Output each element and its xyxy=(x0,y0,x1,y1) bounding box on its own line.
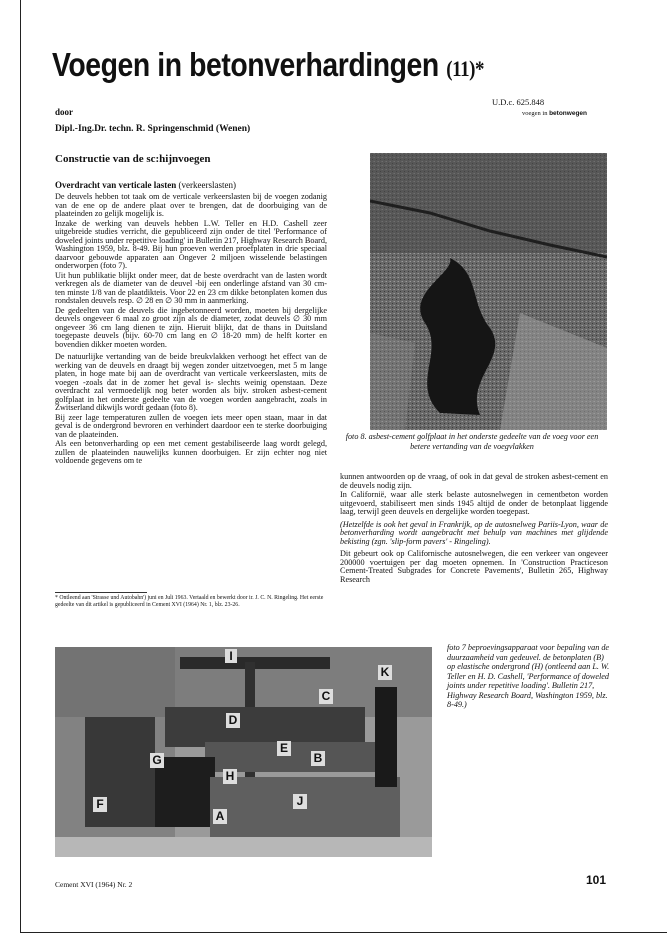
paragraph: (Hetzelfde is ook het geval in Frankrijk, op de autosnelweg Pariis-Lyon, waar de betonverharding wordt aangebracht met behulp van machines met glijdende bekisting (zgn. 'slip-form pavers' - Ringeling). xyxy=(340,519,608,546)
footnote-rule xyxy=(55,592,147,593)
label-D: D xyxy=(226,713,240,728)
page-number: 101 xyxy=(586,873,607,887)
udc-code: U.D.c. 625.848 xyxy=(492,97,545,107)
paragraph: De natuurlijke vertanding van de beide breukvlakken verhoogt het effect van de werking van de deuvels en draagt bij wegen zonder uitzetvoegen, met 5 m lange platen, in hoge mate bij aan de overdracht van verticale verkeerslasten, mits de voegen -zoals dat in de zomer het geval is- slechts weinig openstaan. Deze overdracht zal vermoedelijk nog beter worden als bijv. stroken asbest-cement golfplaat in het onderste gedeelte van de voegen worden aangebracht, zoals in Zwitserland dikwijls wordt gedaan (foto 8). xyxy=(55,352,327,412)
udc-keywords-prefix: voegen in xyxy=(522,110,548,117)
bottom-rule xyxy=(20,932,667,933)
title-number: (11)* xyxy=(446,56,485,81)
subsection-suffix: (verkeerslasten) xyxy=(178,180,236,190)
label-A: A xyxy=(213,809,227,824)
margin-rule xyxy=(20,0,21,932)
paragraph: kunnen antwoorden op de vraag, of ook in dat geval de stroken asbest-cement en de deuvels nodig zijn. xyxy=(340,472,608,490)
paragraph: Als een betonverharding op een met cement gestabiliseerde laag wordt gelegd, zullen de plaateinden nauwelijks kunnen doorbuigen. Er zijn echter nog niet voldoende gegevens om te xyxy=(55,439,327,465)
label-H: H xyxy=(223,769,237,784)
title-main: Voegen in betonverhardingen xyxy=(52,46,439,83)
footnote: * Ontleend aan 'Strasse und Autobahn') juni en Juli 1963. Vertaald en bewerkt door ir. J. C. N. Ringeling. Het eerste gedeelte van dit artikel is gepubliceerd in Cement XVI (1964) Nr. 1, blz. 23-26. xyxy=(55,595,324,608)
udc-keywords-bold: betonwegen xyxy=(549,110,587,117)
byline-door: door xyxy=(55,107,73,117)
photo-7-test-apparatus xyxy=(55,647,432,857)
paragraph: Bij zeer lage temperaturen zullen de voegen iets meer open staan, maar in dat geval is de ondergrond bevroren en verhindert daardoor een te sterke doorbuiging van de plaateinden. xyxy=(55,412,327,439)
section-title: Constructie van de sc:hijnvoegen xyxy=(55,153,211,165)
photo-8-image xyxy=(370,153,607,430)
subsection-heading: Overdracht van verticale lasten xyxy=(55,180,177,190)
paragraph: Inzake de werking van deuvels hebben L.W. Teller en H.D. Cashell zeer uitgebreide studies verricht, die gepubliceerd zijn onder de titel 'Performance of doweled joints under repetitive loading' in Bulletin 217, Highway Research Board, Washington 1959, blz. 8-49. Bij hun proeven werden proefplaten in drie speciaal daarvoor gebouwde apparaten aan Ongever 2 miljoen wisselende belastingen onderworpen (foto 7). xyxy=(55,218,327,270)
label-G: G xyxy=(150,753,164,768)
journal-footer: Cement XVI (1964) Nr. 2 xyxy=(55,880,133,889)
paragraph: De deuvels hebben tot taak om de verticale verkeerslasten bij de voegen zodanig van de ene op de andere plaat over te brengen, dat de doorbuiging van de plaateinden zo gelijk mogelijk is. xyxy=(55,192,327,218)
subsection-title xyxy=(55,180,236,190)
right-column xyxy=(340,473,608,585)
article-title xyxy=(52,46,485,84)
paragraph: In Californië, waar alle sterk belaste autosnelwegen in cementbeton worden uitgevoerd, stabiliseert men sinds 1945 altijd de onder de betonplaat liggende laag, terwijl geen deuvels en dergelijke worden toegepast. xyxy=(340,490,608,516)
label-J: J xyxy=(293,794,307,809)
label-E: E xyxy=(277,741,291,756)
paragraph: De gedeelten van de deuvels die ingebetonneerd worden, moeten bij dergelijke deuvels ongeveer 6 maal zo groot zijn als de diameter, zodat deuvels ∅ 30 mm ongeveer 36 cm lang dienen te zijn. Hieruit blijkt, dat de thans in Duitsland toegepaste deuvels (bijv. 60-70 cm lang en ∅ 18-20 mm) de helft korter en bovendien dikker moeten worden. xyxy=(55,305,327,349)
author: Dipl.-Ing.Dr. techn. R. Springenschmid (Wenen) xyxy=(55,124,251,134)
caption-photo-7: foto 7 beproevingsapparaat voor bepaling van de duurzaamheid van gedeuvel. de betonplaten (B) op elastische ondergrond (H) (ontleend aan L. W. Teller en H. D. Cashell, 'Performance of doweled joints under repetitive loading'. Bulletin 217, Highway Research Board, Washington 1959, blz. 8-49.) xyxy=(447,643,610,709)
label-C: C xyxy=(319,689,333,704)
udc-keywords xyxy=(522,110,587,117)
paragraph: Dit gebeurt ook op Californische autosnelwegen, die een verkeer van ongeveer 200000 voertuigen per dag moeten opnemen. In 'Construction Practiceson Cement-Treated Subgrades for Concrete Pavements', Bulletin 265, Highway Research xyxy=(340,549,608,584)
paragraph: Uit hun publikatie blijkt onder meer, dat de beste overdracht van de lasten wordt verkregen als de diameter van de deuvel -bij een onderlinge afstand van 30 cm- ten minste 1/8 van de plaatdikteis. Voor 22 en 23 cm dikke betonplaten komen dus rondstalen deuvels resp. ∅ 28 en ∅ 30 mm in aanmerking. xyxy=(55,270,327,305)
photo-8-asbestos-cement-joint xyxy=(370,153,607,430)
caption-photo-8: foto 8. asbest-cement golfplaat in het onderste gedeelte van de voeg voor een betere vertanding van de voegvlakken xyxy=(345,432,599,451)
label-I: I xyxy=(225,649,237,663)
label-K: K xyxy=(378,665,392,680)
photo-7-image xyxy=(55,647,432,857)
label-F: F xyxy=(93,797,107,812)
label-B: B xyxy=(311,751,325,766)
left-column xyxy=(55,193,327,467)
